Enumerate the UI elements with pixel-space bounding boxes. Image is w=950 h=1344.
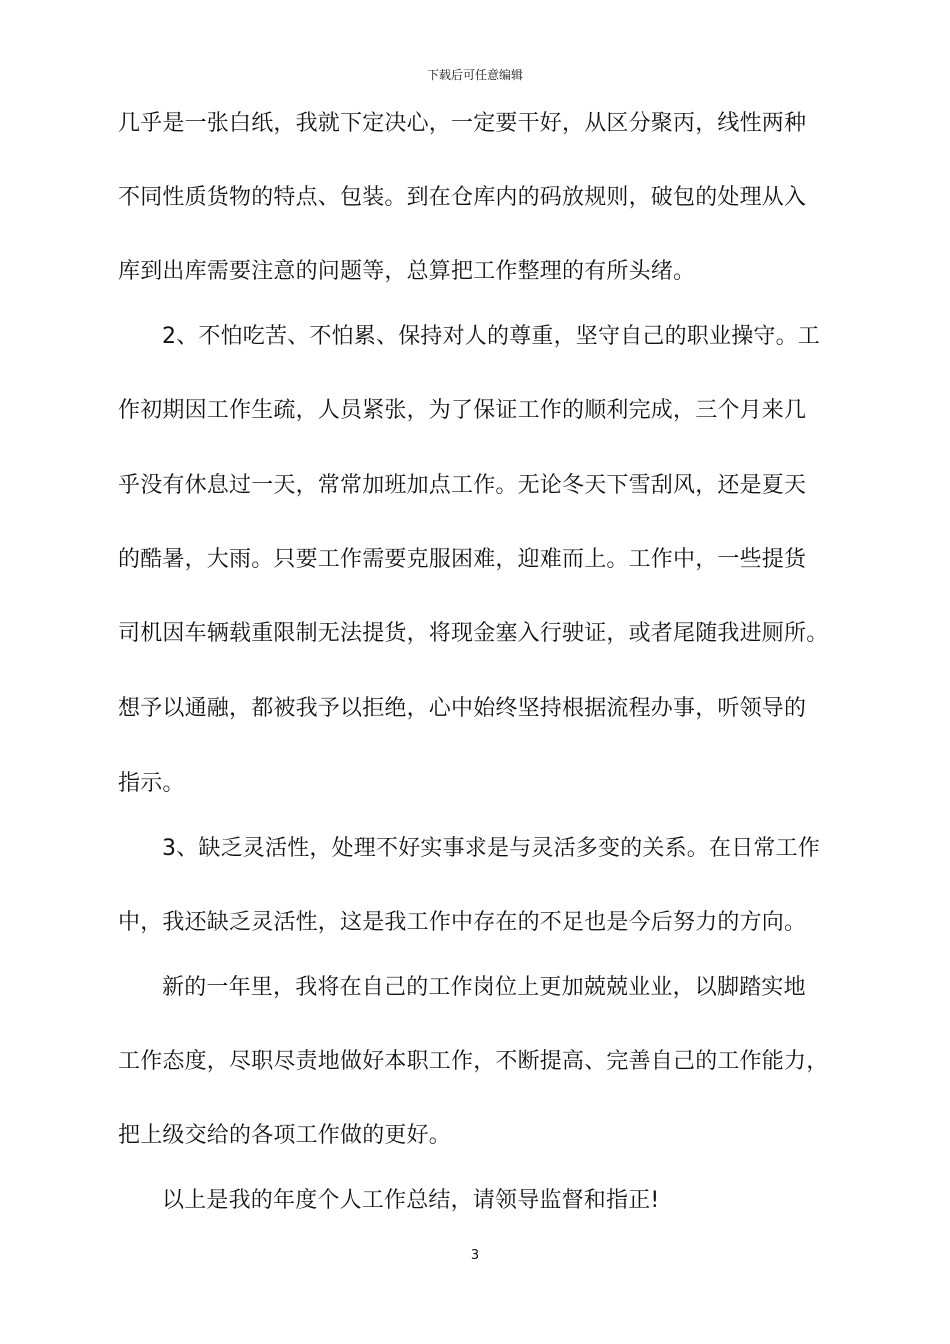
text-line: 作初期因工作生疏，人员紧张，为了保证工作的顺利完成，三个月来几: [118, 398, 807, 423]
text-line: 新的一年里，我将在自己的工作岗位上更加兢兢业业，以脚踏实地: [162, 975, 806, 1000]
text-line: 以上是我的年度个人工作总结，请领导监督和指正!: [162, 1188, 660, 1213]
text-line: 想予以通融，都被我予以拒绝，心中始终坚持根据流程办事，听领导的: [118, 696, 807, 721]
text-line: 的酷暑，大雨。只要工作需要克服困难，迎难而上。工作中，一些提货: [118, 547, 807, 572]
text-line: 中，我还缺乏灵活性，这是我工作中存在的不足也是今后努力的方向。: [118, 910, 807, 935]
text-line: 工作态度，尽职尽责地做好本职工作，不断提高、完善自己的工作能力，: [118, 1049, 829, 1074]
text-line: 3、缺乏灵活性，处理不好实事求是与灵活多变的关系。在日常工作: [162, 836, 820, 861]
text-line: 把上级交给的各项工作做的更好。: [118, 1123, 452, 1148]
page-header: 下载后可任意编辑: [426, 68, 523, 82]
text-line: 几乎是一张白纸，我就下定决心，一定要干好，从区分聚丙，线性两种: [118, 111, 807, 136]
text-line: 不同性质货物的特点、包装。到在仓库内的码放规则，破包的处理从入: [118, 185, 807, 210]
text-line: 司机因车辆载重限制无法提货，将现金塞入行驶证，或者尾随我进厕所。: [118, 621, 829, 646]
page-number: 3: [470, 1248, 480, 1263]
text-line: 2、不怕吃苦、不怕累、保持对人的尊重，坚守自己的职业操守。工: [162, 324, 820, 349]
text-line: 乎没有休息过一天，常常加班加点工作。无论冬天下雪刮风，还是夏天: [118, 473, 807, 498]
text-line: 库到出库需要注意的问题等，总算把工作整理的有所头绪。: [118, 259, 696, 284]
text-line: 指示。: [118, 771, 185, 796]
